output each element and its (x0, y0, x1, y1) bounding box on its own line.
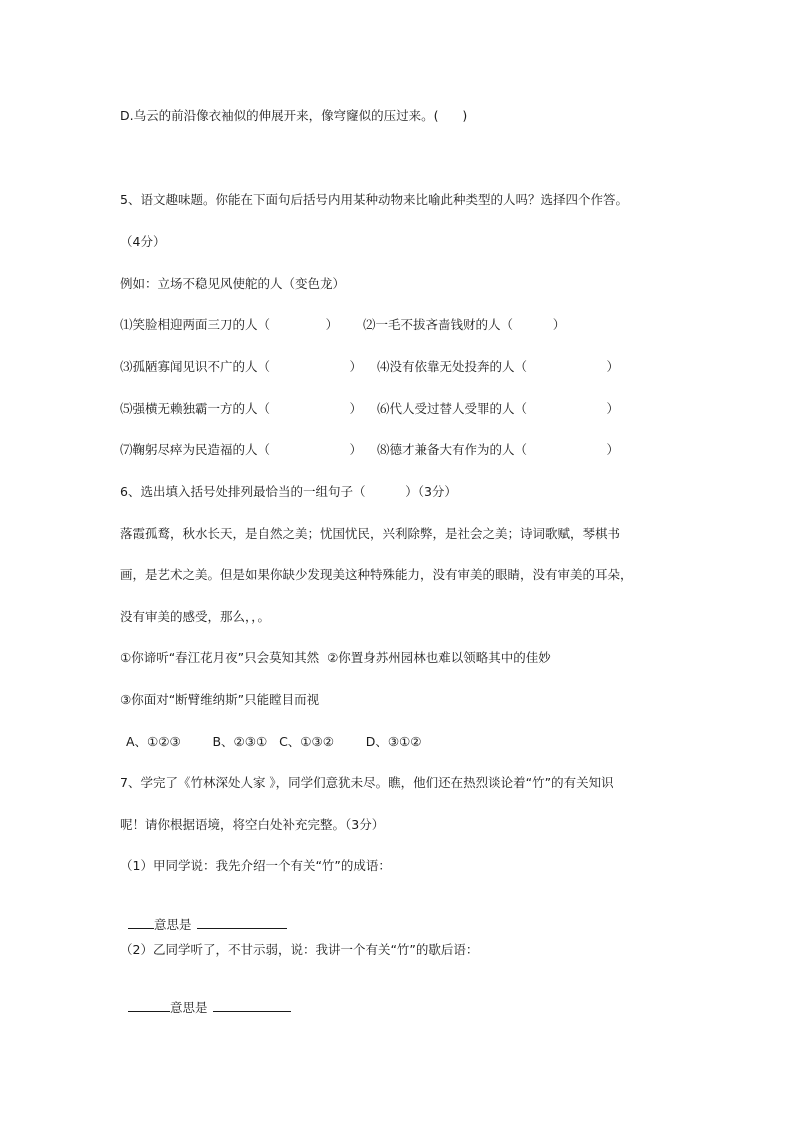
q5-item-4: ⑷没有依靠无处投奔的人（ ） (377, 359, 619, 374)
question-7-title: 7、学完了《竹林深处人家 》，同学们意犹未尽。瞧，他们还在热烈谈论着“竹”的有关知识 (120, 775, 614, 790)
q5-item-2: ⑵一毛不拔吝啬钱财的人（ ） (363, 317, 566, 332)
q7-answer-line-1 (120, 900, 287, 933)
option-d-line: D.乌云的前沿像衣袖似的伸展开来，像穹窿似的压过来。( ) (120, 108, 468, 123)
meaning-label-2: 意思是 (169, 1000, 208, 1015)
question-5-example: 例如：立场不稳见风使舵的人（变色龙） (120, 276, 346, 291)
q5-item-5: ⑸强横无赖独霸一方的人（ ） (120, 401, 362, 416)
q6-paragraph-line-3: 没有审美的感受，那么，，。 (120, 609, 271, 624)
q5-item-1: ⑴笑脸相迎两面三刀的人（ ） (120, 317, 339, 332)
q5-item-8: ⑻德才兼备大有作为的人（ ） (377, 442, 619, 457)
question-5-score: （4分） (120, 234, 166, 249)
q6-paragraph-line-2: 画，是艺术之美。但是如果你缺少发现美这种特殊能力，没有审美的眼睛，没有审美的耳朵， (120, 567, 633, 582)
q7-sub-question-2: （2）乙同学听了，不甘示弱，说：我讲一个有关“竹”的歇后语： (120, 942, 479, 957)
xiehouyu-blank[interactable] (128, 999, 170, 1012)
q7-sub-question-1: （1）甲同学说：我先介绍一个有关“竹”的成语： (120, 858, 391, 873)
q6-paragraph-line-1: 落霞孤鹜，秋水长天，是自然之美；忧国忧民，兴利除弊，是社会之美；诗词歌赋，琴棋书 (120, 526, 621, 541)
question-6-title: 6、选出填入括号处排列最恰当的一组句子（ ）（3分） (120, 484, 457, 499)
idiom-meaning-blank[interactable] (197, 916, 287, 929)
q5-item-7: ⑺鞠躬尽瘁为民造福的人（ ） (120, 442, 362, 457)
question-7-line-2: 呢！请你根据语境，将空白处补充完整。（3分） (120, 817, 385, 832)
q6-option-3: ③你面对“断臂维纳斯”只能瞠目而视 (120, 692, 320, 707)
q6-choices: A、①②③ B、②③① C、①③② D、③①② (126, 734, 422, 749)
xiehouyu-meaning-blank[interactable] (213, 999, 291, 1012)
q5-item-6: ⑹代人受过替人受罪的人（ ） (377, 401, 619, 416)
meaning-label-1: 意思是 (153, 917, 192, 932)
q6-options-1-2: ①你谛听“春江花月夜”只会莫知其然 ②你置身苏州园林也难以领略其中的佳妙 (120, 650, 551, 665)
question-5-title: 5、语文趣味题。你能在下面句后括号内用某种动物来比喻此种类型的人吗？选择四个作答。 (120, 192, 628, 207)
idiom-blank[interactable] (128, 916, 154, 929)
q7-answer-line-2 (120, 983, 291, 1016)
q5-item-3: ⑶孤陋寡闻见识不广的人（ ） (120, 359, 362, 374)
